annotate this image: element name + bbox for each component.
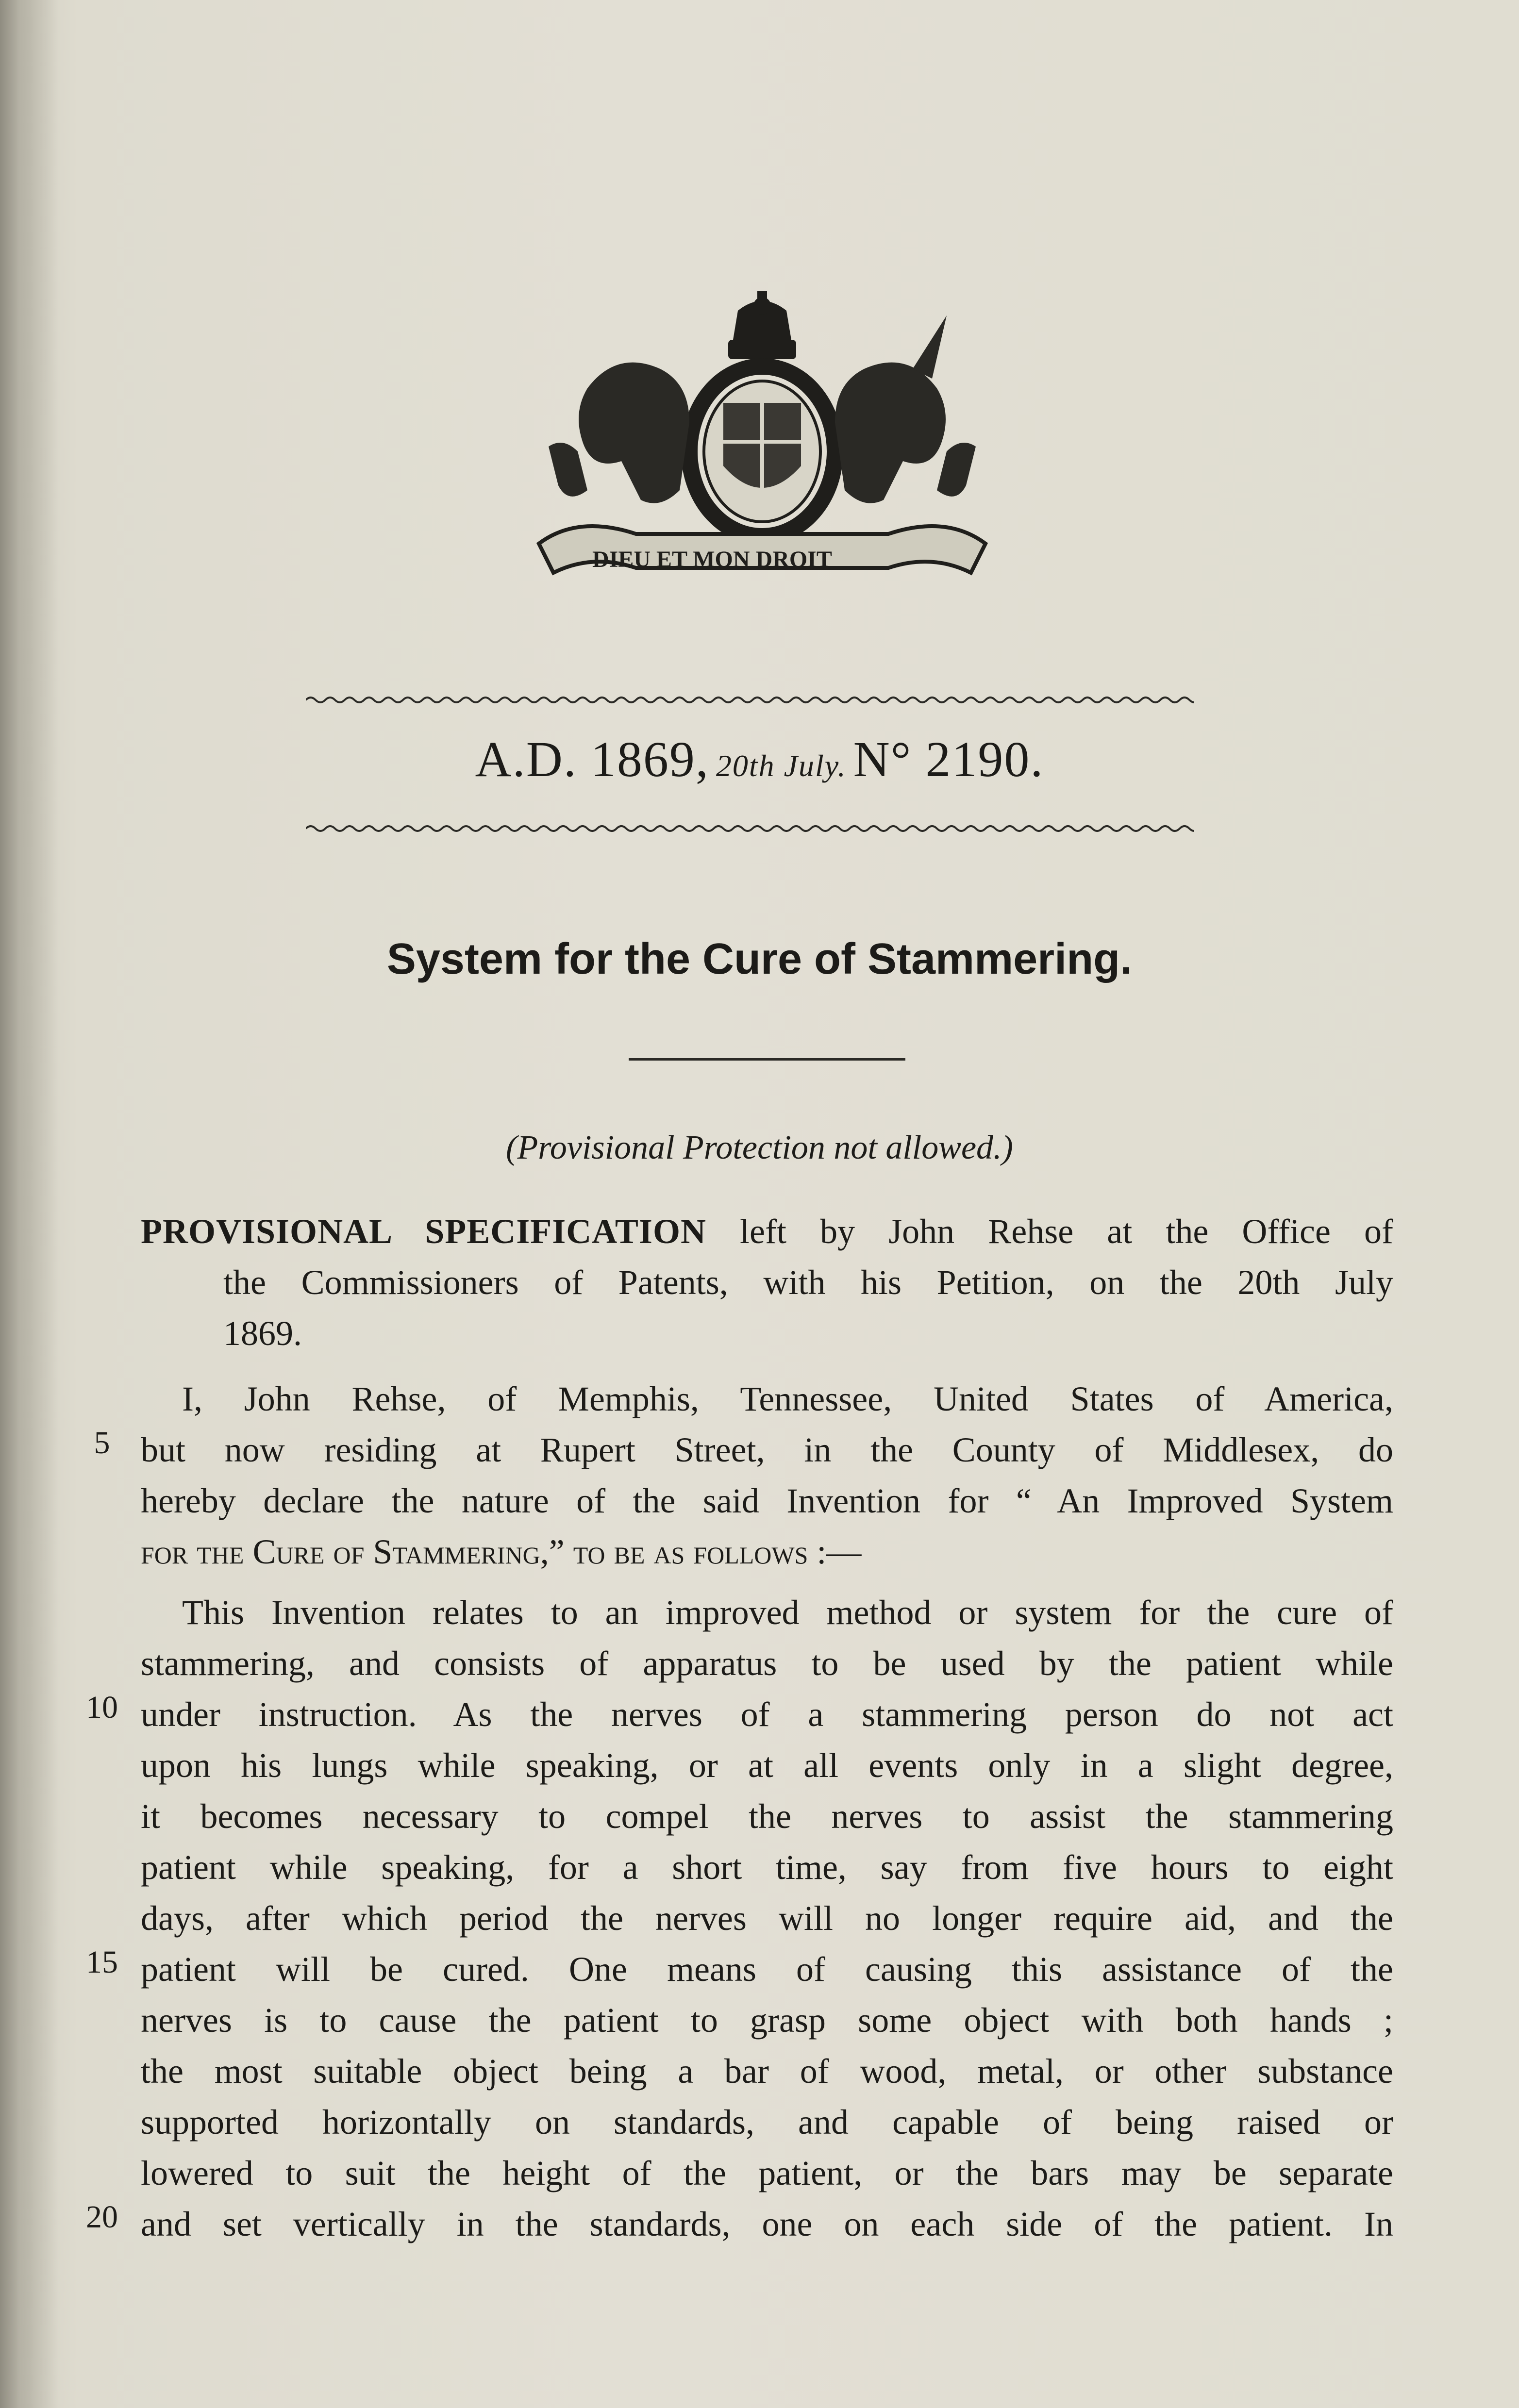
text-line: upon his lungs while speaking, or at all events only in a slight degree, bbox=[141, 1746, 1393, 1785]
paragraph-declaration bbox=[141, 1374, 1393, 1578]
line-number-15: 15 bbox=[86, 1944, 118, 1980]
line-number-5: 5 bbox=[94, 1425, 110, 1461]
page-edge-shadow bbox=[0, 0, 58, 2408]
patent-number: N° 2190. bbox=[853, 731, 1044, 787]
date-ad: A.D. 1869, bbox=[475, 731, 709, 787]
spec-line-1: left by John Rehse at the Office of bbox=[740, 1212, 1394, 1251]
wavy-rule-top bbox=[306, 694, 1194, 706]
text-line: stammering, and consists of apparatus to be used by the patient while bbox=[141, 1644, 1393, 1683]
page-title: System for the Cure of Stammering. bbox=[386, 935, 1133, 983]
text-line: supported horizontally on standards, and capable of being raised or bbox=[141, 2103, 1393, 2142]
text-line: 1869. bbox=[223, 1314, 302, 1353]
text-line: the Commissioners of Patents, with his Petition, on the 20th July bbox=[223, 1263, 1393, 1302]
royal-coat-of-arms-icon bbox=[529, 291, 995, 592]
text-line: but now residing at Rupert Street, in the County of Middlesex, do bbox=[141, 1430, 1393, 1469]
text-line: patient while speaking, for a short time, say from five hours to eight bbox=[141, 1848, 1393, 1887]
text-line: I, John Rehse, of Memphis, Tennessee, United States of America, bbox=[182, 1379, 1393, 1418]
provisional-specification bbox=[141, 1206, 1393, 1359]
line-number-10: 10 bbox=[86, 1690, 118, 1725]
date-day: 20th July. bbox=[716, 748, 847, 783]
wavy-rule-bottom bbox=[306, 823, 1194, 834]
text-line bbox=[141, 1206, 1393, 1257]
text-line: nerves is to cause the patient to grasp some object with both hands ; bbox=[141, 2001, 1393, 2040]
date-line bbox=[0, 731, 1519, 788]
text-line: days, after which period the nerves will no longer require aid, and the bbox=[141, 1899, 1393, 1938]
spec-lead: PROVISIONAL SPECIFICATION bbox=[141, 1212, 706, 1251]
text-line: for the Cure of Stammering,” to be as follows :— bbox=[141, 1532, 862, 1571]
text-line: hereby declare the nature of the said Invention for “ An Improved System bbox=[141, 1481, 1393, 1520]
text-line: it becomes necessary to compel the nerves to assist the stammering bbox=[141, 1797, 1393, 1836]
text-line: lowered to suit the height of the patient, or the bars may be separate bbox=[141, 2154, 1393, 2192]
text-line: and set vertically in the standards, one on each side of the patient. In bbox=[141, 2205, 1393, 2243]
text-line: This Invention relates to an improved method or system for the cure of bbox=[182, 1593, 1393, 1632]
protection-note: (Provisional Protection not allowed.) bbox=[506, 1129, 1013, 1166]
text-line: under instruction. As the nerves of a stammering person do not act bbox=[141, 1695, 1393, 1734]
title-divider bbox=[629, 1058, 905, 1061]
line-number-20: 20 bbox=[86, 2199, 118, 2235]
text-line: the most suitable object being a bar of wood, metal, or other substance bbox=[141, 2052, 1393, 2091]
text-line: patient will be cured. One means of causing this assistance of the bbox=[141, 1950, 1393, 1989]
paragraph-invention bbox=[141, 1587, 1393, 2250]
crest-motto-left: DIEU ET MON DROIT bbox=[592, 547, 832, 572]
